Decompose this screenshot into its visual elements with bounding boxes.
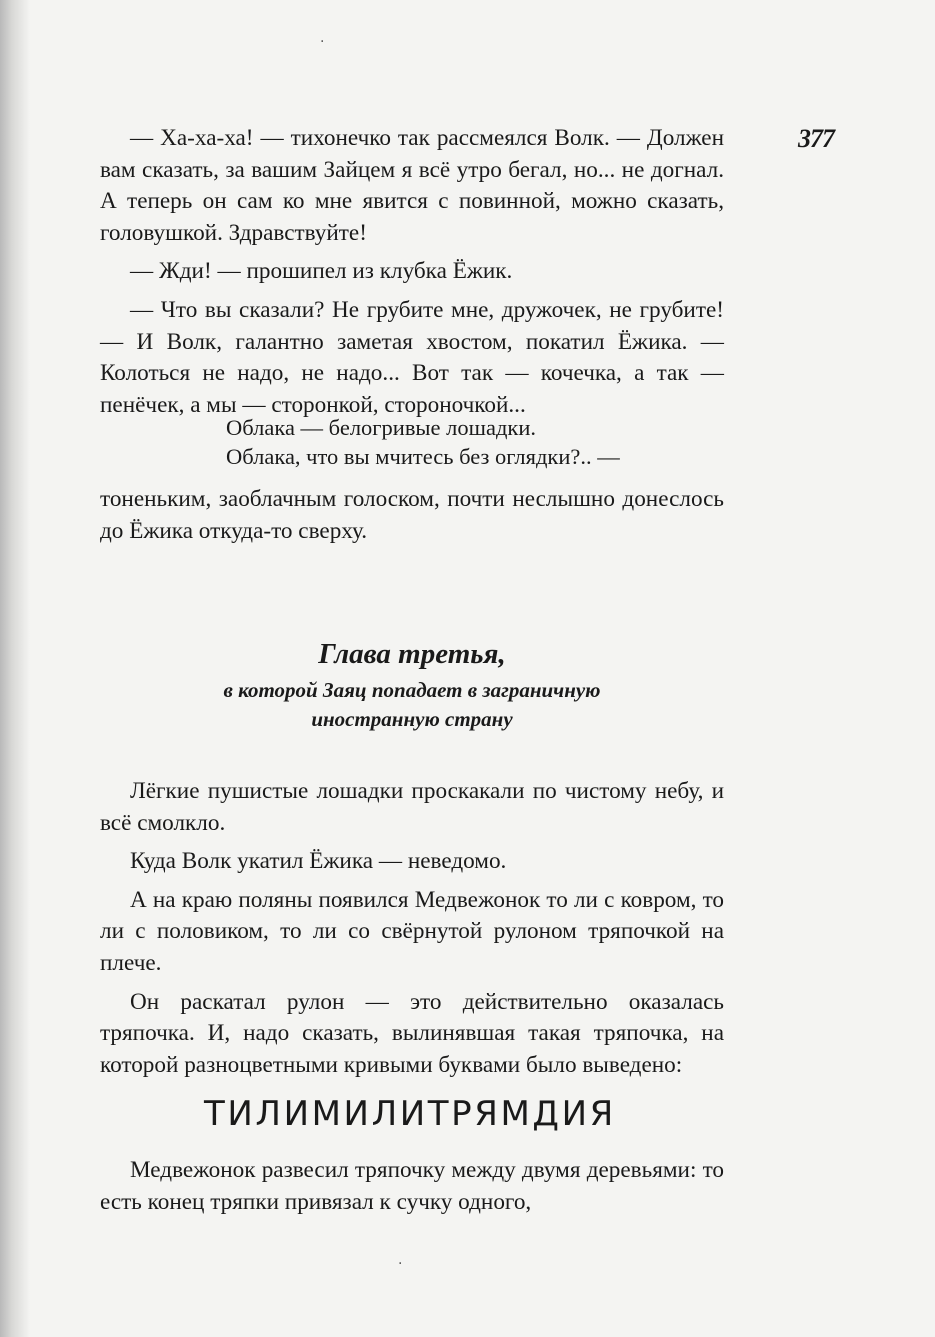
paragraph: — Жди! — прошипел из клубка Ёжик. [130, 258, 513, 285]
scan-speck: · [320, 34, 325, 50]
text-section-2 [100, 776, 724, 1081]
paragraph: А на краю поляны появился Медвежонок то ли с ковром, то ли с половиком, то ли со свёрнутой рулоном тряпочкой на плече. [100, 886, 724, 976]
paragraph: тоненьким, заоблачным голоском, почти неслышно донеслось до Ёжика откуда-то сверху. [100, 486, 724, 544]
poem-line-2: Облака, что вы мчитесь без оглядки?.. — [226, 444, 620, 469]
chapter-subtitle-line-1: в которой Заяц попадает в заграничную [223, 678, 601, 702]
poem-line-1: Облака — белогривые лошадки. [226, 415, 537, 440]
chapter-title: Глава третья, [318, 638, 506, 670]
binding-shadow [0, 0, 30, 1337]
page-number: 377 [798, 124, 834, 153]
paragraph: Лёгкие пушистые лошадки проскакали по чистому небу, и всё смолкло. [100, 778, 724, 836]
poem-continuation [100, 484, 724, 547]
text-section-3 [100, 1155, 724, 1218]
paragraph: Он раскатал рулон — это действительно оказалась тряпочка. И, надо сказать, вылинявшая такая тряпочка, на которой разноцветными кривыми буквами было выведено: [100, 988, 724, 1078]
scan-speck: · [398, 1256, 403, 1272]
text-section-1 [100, 123, 724, 421]
paragraph: Медвежонок развесил тряпочку между двумя деревьями: то есть конец тряпки привязал к сучку одного, [100, 1157, 724, 1215]
chapter-subtitle [100, 676, 724, 734]
paragraph: Куда Волк укатил Ёжика — неведомо. [130, 848, 507, 875]
banner-inscription: ТИЛИМИЛИТРЯМДИЯ [204, 1094, 616, 1134]
paragraph: — Что вы сказали? Не грубите мне, дружочек, не грубите! — И Волк, галантно заметая хвостом, покатил Ёжика. — Колоться не надо, не надо... Вот так — кочечка, а так — пенёчек, а мы — сторонкой, стороночкой... [100, 296, 724, 418]
chapter-subtitle-line-2: иностранную страну [311, 707, 513, 731]
paragraph: — Ха-ха-ха! — тихонечко так рассмеялся Волк. — Должен вам сказать, за вашим Зайцем я всё утро бегал, но... не догнал. А теперь он сам ко мне явится с повинной, можно сказать, головушкой. Здравствуйте! [100, 125, 724, 246]
